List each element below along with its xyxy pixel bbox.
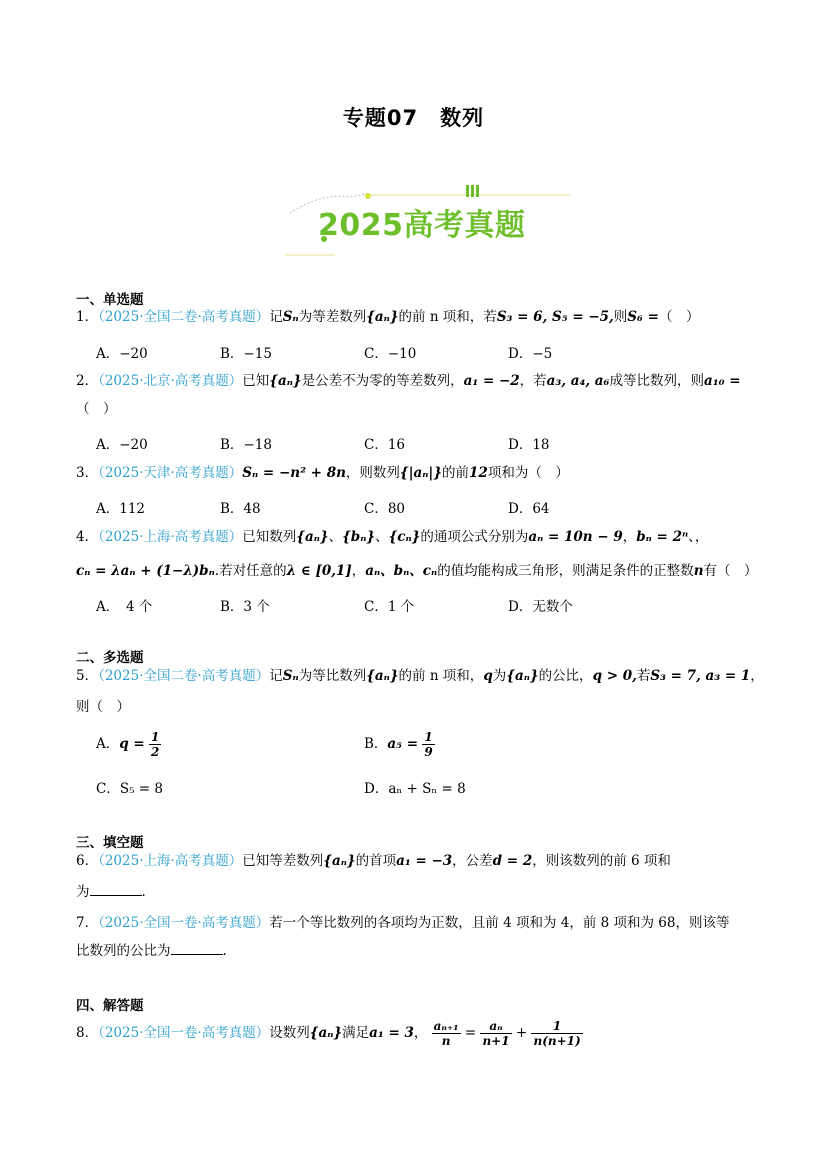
q5-option-d: D．aₙ + Sₙ = 8 [364,781,466,797]
section-heading-answer: 四、解答题 [76,998,144,1014]
question-7-line2: 比数列的公比为 . [76,940,227,962]
q5-option-b: B．a₅ = $\frac{1}{9}$ [364,730,433,759]
q5-option-c: C．S₅ = 8 [96,781,163,797]
q3-option-a: A．112 [96,501,146,517]
q4-option-c: C．1 个 [364,599,415,615]
q1-option-b: B．−15 [220,346,272,362]
question-3: 3．（2025·天津·高考真题）Sₙ = −n² + 8n，则数列{|aₙ|}的前12项和为（ ） [76,465,569,481]
question-8: 8．（2025·全国一卷·高考真题）设数列{aₙ}满足a₁ = 3， $\frac{\text{aₙ₊₁}}{n}$ = $\frac{\text{aₙ}}{n+1}$ + $\frac{1}{n(n+1)}$ [76,1019,581,1048]
q1-option-d: D．−5 [508,346,553,362]
question-7: 7．（2025·全国一卷·高考真题）若一个等比数列的各项均为正数，且前 4 项和为 4，前 8 项和为 68，则该等 [76,915,730,931]
question-6: 6．（2025·上海·高考真题）已知等差数列{aₙ}的首项a₁ = −3，公差d = 2，则该数列的前 6 项和 [76,853,671,869]
section-heading-fill: 三、填空题 [76,835,144,851]
q1-option-a: A．−20 [96,346,148,362]
q1-option-c: C．−10 [364,346,417,362]
q5-option-a: A．q = $\frac{1}{2}$ [96,730,160,759]
q4-option-b: B．3 个 [220,599,270,615]
question-5: 5．（2025·全国二卷·高考真题）记Sₙ为等比数列{aₙ}的前 n 项和，q为{aₙ}的公比，q > 0,若S₃ = 7, a₃ = 1， [76,668,764,684]
page-title: 专题07 数列 [342,106,485,130]
question-2-line2: （ ） [76,401,117,417]
q2-option-d: D．18 [508,437,550,453]
q2-option-a: A．−20 [96,437,148,453]
q-source: （2025·全国二卷·高考真题） [98,309,270,325]
q2-option-c: C．16 [364,437,406,453]
q4-option-d: D．无数个 [508,599,573,615]
section-heading-single: 一、单选题 [76,292,144,308]
q2-option-b: B．−18 [220,437,272,453]
q3-option-b: B．48 [220,501,261,517]
question-6-line2: 为 . [76,881,146,903]
answer-blank[interactable] [90,881,142,896]
question-4: 4．（2025·上海·高考真题）已知数列{aₙ}、{bₙ}、{cₙ}的通项公式分别为aₙ = 10n − 9，bₙ = 2ⁿ、， [76,529,709,545]
question-4-line2: cₙ = λaₙ + (1−λ)bₙ.若对任意的λ ∈ [0,1]，aₙ、bₙ、cₙ的值均能构成三角形，则满足条件的正整数n有（ ） [76,563,758,579]
answer-blank[interactable] [171,940,223,955]
q-num: 1． [76,309,99,325]
question-2: 2．（2025·北京·高考真题）已知{aₙ}是公差不为零的等差数列，a₁ = −2，若a₃, a₄, a₆成等比数列，则a₁₀ = [76,373,741,389]
section-heading-multi: 二、多选题 [76,650,144,666]
q3-option-d: D．64 [508,501,550,517]
banner-text: 2025高考真题 [318,208,526,243]
question-1: 1．（2025·全国二卷·高考真题）记Sₙ为等差数列{aₙ}的前 n 项和，若S₃ = 6, S₅ = −5,则S₆ =（ ） [76,309,700,325]
q3-option-c: C．80 [364,501,406,517]
question-5-line2: 则（ ） [76,699,130,715]
q4-option-a: A． 4 个 [96,599,153,615]
